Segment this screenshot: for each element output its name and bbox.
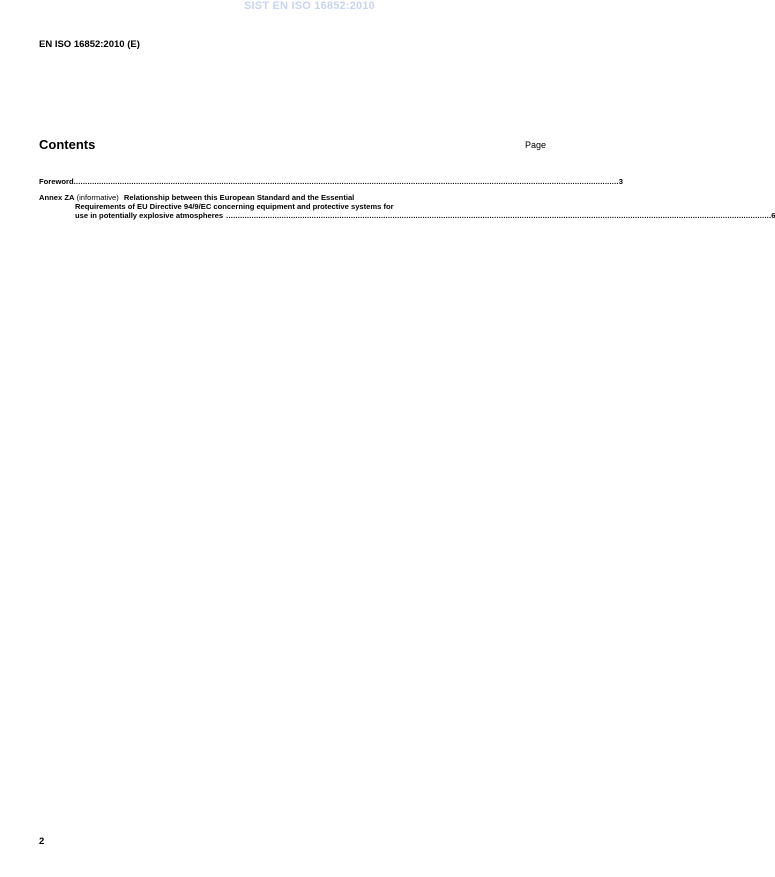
contents-title: Contents	[39, 137, 96, 152]
toc-entry-annex-za[interactable]	[39, 193, 775, 220]
toc-entry-label: Foreword	[39, 177, 74, 186]
toc-entry-title-line2: Requirements of EU Directive 94/9/EC concerning equipment and protective systems for	[75, 202, 394, 211]
toc-entry-page: 3	[618, 177, 623, 186]
contents-heading-row	[39, 137, 546, 155]
table-of-contents	[39, 177, 775, 220]
toc-entry-page: 6	[771, 211, 775, 220]
page-number: 2	[39, 836, 45, 847]
toc-entry-prefix: Annex ZA	[39, 193, 75, 202]
toc-entry-foreword[interactable]	[39, 177, 623, 186]
page-column-label: Page	[524, 140, 546, 150]
watermark-text: SIST EN ISO 16852:2010	[244, 0, 375, 12]
toc-entry-title-line1: Relationship between this European Standard and the Essential	[123, 193, 355, 202]
toc-entry-qualifier: (informative)	[76, 193, 119, 202]
toc-entry-title-line3: use in potentially explosive atmospheres	[75, 211, 224, 220]
toc-leader-dots: ............................................................................................................................................................................................................................................	[226, 211, 772, 220]
document-id: EN ISO 16852:2010 (E)	[39, 39, 140, 50]
toc-leader-dots: ............................................................................................................................................................................................................................................	[73, 177, 619, 186]
